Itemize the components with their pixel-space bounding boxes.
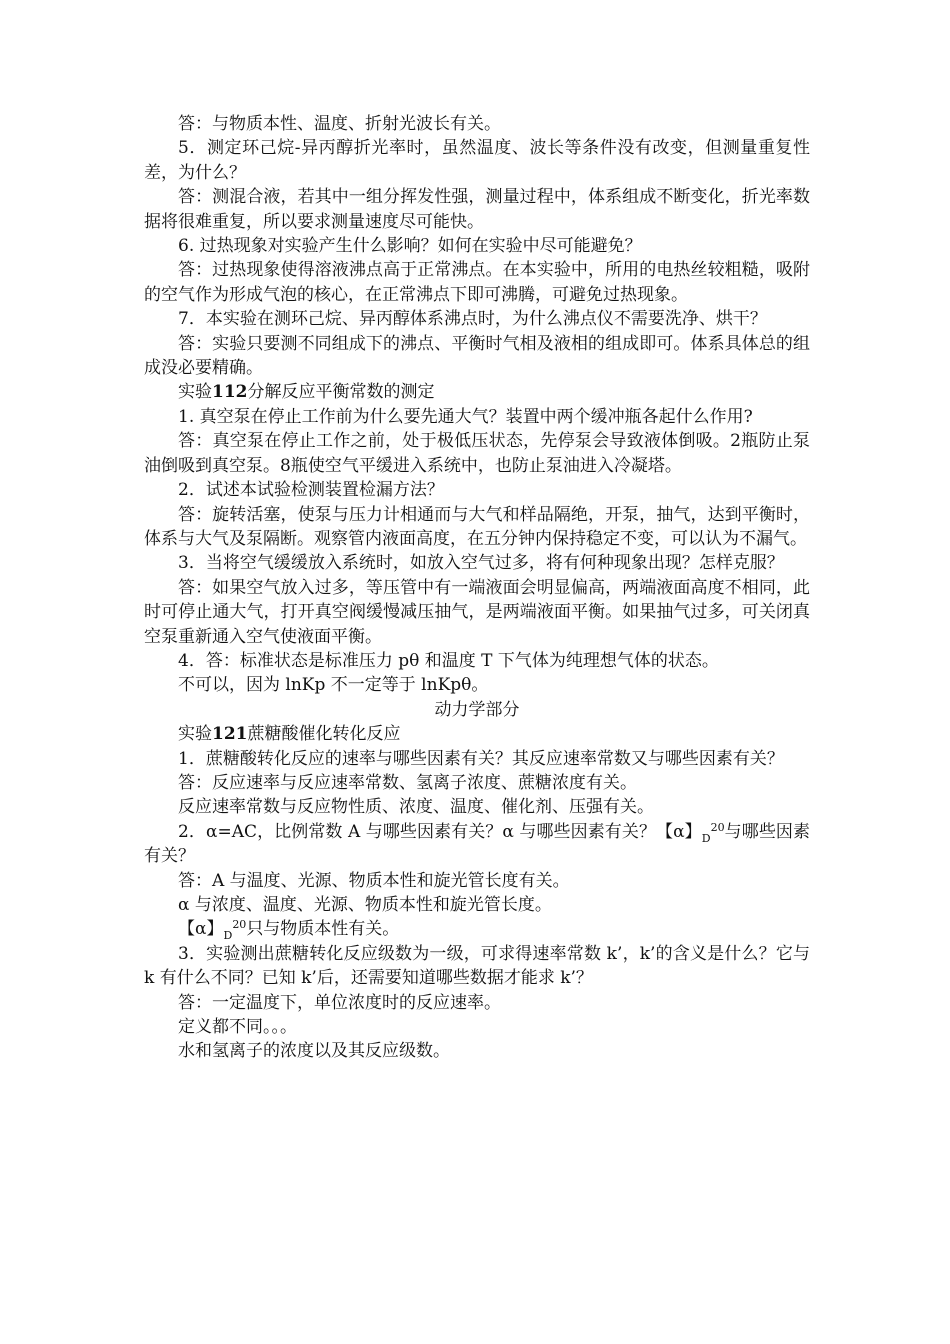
heading-title: 分解反应平衡常数的测定 [247,382,435,403]
heading-title: 蔗糖酸催化转化反应 [247,724,401,745]
question-112-2: 2．试述本试验检测装置检漏方法？ [178,480,444,501]
superscript: 20 [710,820,725,834]
question-112-1: 1. 真空泵在停止工作前为什么要先通大气？装置中两个缓冲瓶各起什么作用? [178,406,753,427]
answer-121-3-end: 水和氢离子的浓度以及其反应级数。 [178,1041,450,1062]
heading-prefix: 实验 [178,724,212,745]
answer-112-4-cont: 不可以，因为 lnKp 不一定等于 lnKpθ。 [178,675,489,696]
subscript: D [701,831,711,845]
question-121-1: 1．蔗糖酸转化反应的速率与哪些因素有关？其反应速率常数又与哪些因素有关？ [178,748,784,769]
answer-121-1-cont: 反应速率常数与反应物性质、浓度、温度、催化剂、压强有关。 [178,797,654,818]
answer-121-2-cont: α 与浓度、温度、光源、物质本性和旋光管长度。 [178,895,552,915]
question-text-end: 与哪些因素有关？ [144,821,810,867]
alpha-bracket: 【α】 [178,919,224,940]
answer-112-4: 4．答：标准状态是标准压力 pθ 和温度 T 下气体为纯理想气体的状态。 [178,650,719,671]
answer-6: 答：过热现象使得溶液沸点高于正常沸点。在本实验中，所用的电热丝较粗糙，吸附的空气作为形成气泡的核心，在正常沸点下即可沸腾，可避免过热现象。 [144,260,810,305]
question-text: 2．α=AC，比例常数 A 与哪些因素有关？α 与哪些因素有关？【α】 [178,821,702,842]
answer-121-1: 答：反应速率与反应速率常数、氢离子浓度、蔗糖浓度有关。 [178,772,637,793]
question-5: 5．测定环己烷-异丙醇折光率时，虽然温度、波长等条件没有改变，但测量重复性差，为什么？ [144,138,810,183]
experiment-number: 121 [212,724,248,745]
question-112-3: 3．当将空气缓缓放入系统时，如放入空气过多，将有何种现象出现？怎样克服？ [178,553,784,574]
answer-refractive-factors: 答：与物质本性、温度、折射光波长有关。 [178,114,501,134]
answer-112-1: 答：真空泵在停止工作之前，处于极低压状态，先停泵会导致液体倒吸。2瓶防止泵油倒吸到真空泵。8瓶使空气平缓进入系统中，也防止泵油进入冷凝塔。 [144,431,810,476]
answer-121-2: 答：A 与温度、光源、物质本性和旋光管长度有关。 [178,870,570,891]
answer-112-2: 答：旋转活塞，使泵与压力计相通而与大气和样品隔绝，开泵，抽气，达到平衡时，体系与大气及泵隔断。观察管内液面高度，在五分钟内保持稳定不变，可以认为不漏气。 [144,504,810,549]
experiment-121-heading [144,722,810,746]
answer-121-2-end [144,917,810,941]
answer-112-3: 答：如果空气放入过多，等压管中有一端液面会明显偏高，两端液面高度不相同，此时可停止通大气，打开真空阀缓慢减压抽气，是两端液面平衡。如果抽气过多，可关闭真空泵重新通入空气使液面平衡。 [144,577,810,647]
answer-121-3: 答：一定温度下，单位浓度时的反应速率。 [178,992,501,1013]
heading-prefix: 实验 [178,382,212,403]
answer-7: 答：实验只要测不同组成下的沸点、平衡时气相及液相的组成即可。体系具体总的组成没必要精确。 [144,333,810,379]
answer-5: 答：测混合液，若其中一组分挥发性强，测量过程中，体系组成不断变化，折光率数据将很难重复，所以要求测量速度尽可能快。 [144,187,810,232]
question-121-3: 3．实验测出蔗糖转化反应级数为一级，可求得速率常数 k’，k’的含义是什么？它与 k 有什么不同？已知 k’后，还需要知道哪些数据才能求 k’？ [144,943,810,989]
question-121-2 [144,820,810,869]
subscript: D [223,929,233,943]
answer-121-3-cont: 定义都不同。。。 [178,1017,297,1038]
experiment-number: 112 [212,382,248,403]
section-heading-kinetics: 动力学部分 [434,699,520,720]
answer-text: 只与物质本性有关。 [246,919,400,940]
superscript: 20 [232,918,247,932]
document-page [144,112,810,1064]
question-7: 7．本实验在测环己烷、异丙醇体系沸点时，为什么沸点仪不需要洗净、烘干？ [178,309,767,330]
experiment-112-heading [144,380,810,404]
question-6: 6. 过热现象对实验产生什么影响？如何在实验中尽可能避免？ [178,236,642,257]
